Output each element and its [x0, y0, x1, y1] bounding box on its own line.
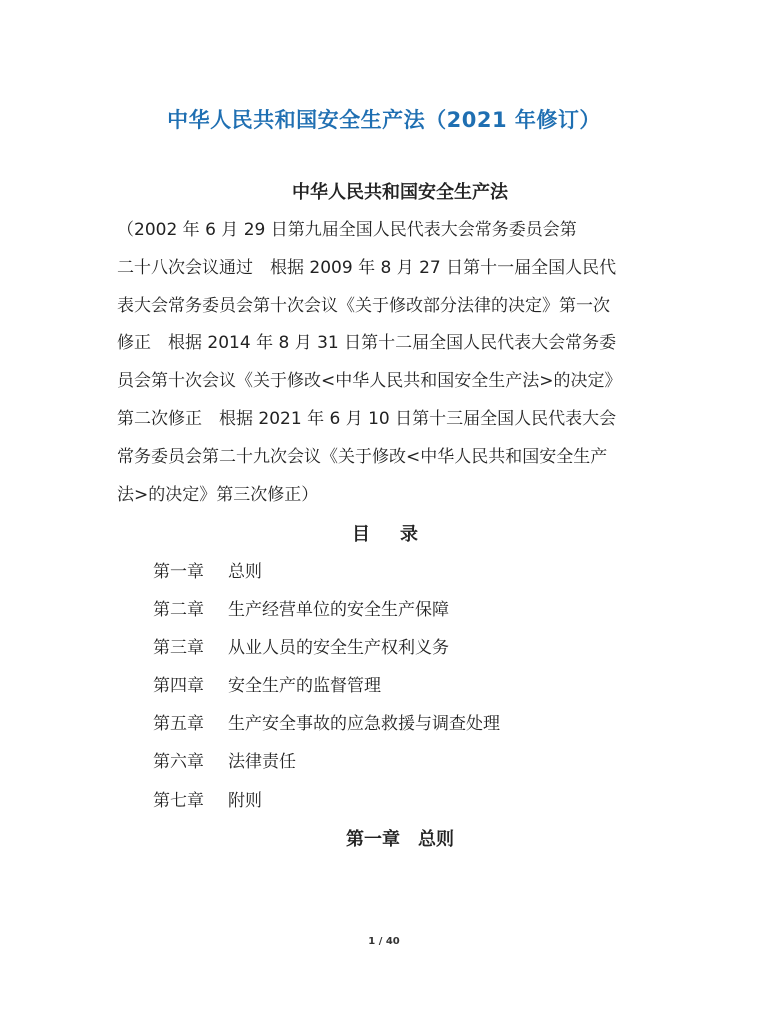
- toc-item-number: 第七章: [153, 790, 204, 811]
- toc-item-title: 生产安全事故的应急救援与调查处理: [228, 714, 500, 735]
- toc-item[interactable]: [153, 553, 500, 591]
- preamble-line: （2002 年 6 月 29 日第九届全国人民代表大会常务委员会第: [117, 220, 577, 240]
- preamble-line: 常务委员会第二十九次会议《关于修改<中华人民共和国安全生产: [117, 446, 608, 467]
- preamble-line: 表大会常务委员会第十次会议《关于修改部分法律的决定》第一次: [117, 295, 610, 316]
- page-number: 1 / 40: [368, 936, 400, 947]
- chapter-number: 第一章: [346, 829, 400, 850]
- chapter-heading: [0, 825, 768, 851]
- toc-item-title: 从业人员的安全生产权利义务: [228, 638, 449, 659]
- law-title: 中华人民共和国安全生产法: [292, 182, 508, 203]
- toc-heading: 目录: [352, 524, 448, 545]
- table-of-contents: [153, 553, 500, 820]
- preamble-line: 第二次修正 根据 2021 年 6 月 10 日第十三届全国人民代表大会: [117, 408, 617, 429]
- toc-item-title: 安全生产的监督管理: [228, 676, 381, 697]
- preamble: [117, 212, 657, 514]
- toc-item-title: 总则: [228, 562, 262, 582]
- toc-item[interactable]: [153, 705, 500, 743]
- chapter-title: 总则: [418, 829, 454, 850]
- preamble-line: 修正 根据 2014 年 8 月 31 日第十二届全国人民代表大会常务委: [117, 333, 617, 354]
- toc-item-title: 法律责任: [228, 752, 296, 773]
- toc-item-number: 第四章: [153, 676, 204, 697]
- toc-item-title: 生产经营单位的安全生产保障: [228, 600, 449, 621]
- preamble-line: 法>的决定》第三次修正）: [117, 484, 319, 505]
- toc-item-number: 第六章: [153, 752, 204, 773]
- preamble-line: 二十八次会议通过 根据 2009 年 8 月 27 日第十一届全国人民代: [117, 257, 617, 278]
- document-title: 中华人民共和国安全生产法（2021 年修订）: [167, 108, 601, 132]
- toc-item-title: 附则: [228, 790, 262, 811]
- toc-item[interactable]: [153, 782, 500, 820]
- toc-item[interactable]: [153, 743, 500, 781]
- toc-item-number: 第一章: [153, 562, 204, 582]
- toc-item-number: 第二章: [153, 600, 204, 621]
- toc-item-number: 第五章: [153, 714, 204, 735]
- toc-item-number: 第三章: [153, 638, 204, 659]
- toc-item[interactable]: [153, 629, 500, 667]
- preamble-line: 员会第十次会议《关于修改<中华人民共和国安全生产法>的决定》: [117, 371, 622, 392]
- toc-item[interactable]: [153, 591, 500, 629]
- toc-item[interactable]: [153, 667, 500, 705]
